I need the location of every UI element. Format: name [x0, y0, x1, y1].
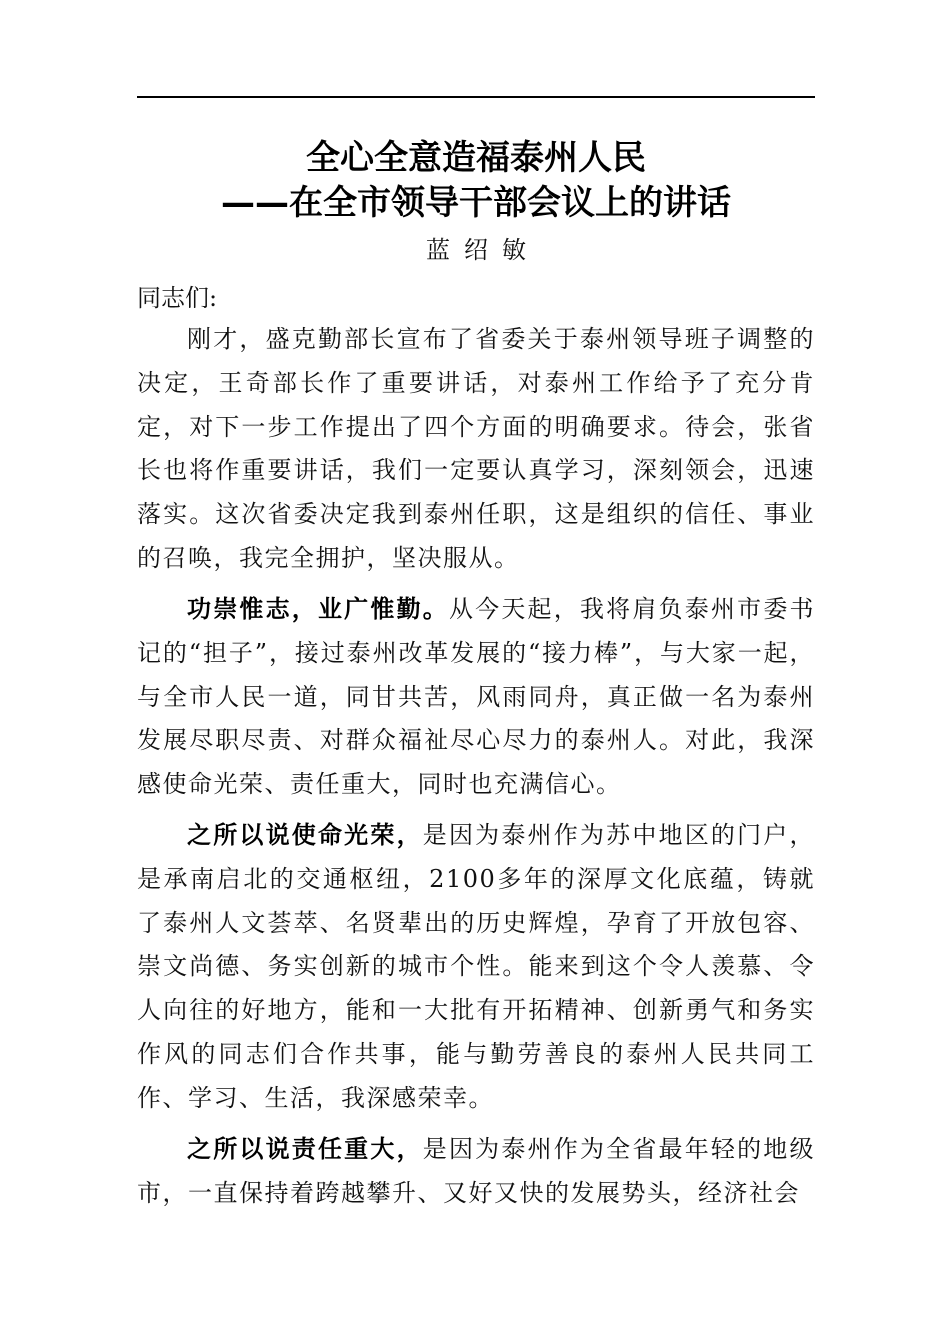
- salutation: 同志们:: [137, 284, 218, 312]
- paragraph-lead: 之所以说使命光荣，: [187, 821, 423, 849]
- paragraph-1: [137, 318, 815, 581]
- paragraph-text: 从今天起，我将肩负泰州市委书记的“担子”，接过泰州改革发展的“接力棒”，与大家一起，与全市人民一道，同甘共苦，风雨同舟，真正做一名为泰州发展尽职尽责、对群众福祉尽心尽力的泰州人。对此，我深感使命光荣、责任重大，同时也充满信心。: [137, 595, 816, 799]
- paragraph-lead: 功崇惟志，业广惟勤。: [187, 595, 449, 623]
- header-rule: [137, 96, 815, 98]
- paragraph-3: [137, 814, 815, 1121]
- paragraph-lead: 之所以说责任重大，: [187, 1135, 423, 1163]
- document-subtitle: ——在全市领导干部会议上的讲话: [221, 183, 731, 223]
- paragraph-4: [137, 1128, 815, 1216]
- paragraph-text: 刚才，盛克勤部长宣布了省委关于泰州领导班子调整的决定，王奇部长作了重要讲话，对泰州工作给予了充分肯定，对下一步工作提出了四个方面的明确要求。待会，张省长也将作重要讲话，我们一定要认真学习，深刻领会，迅速落实。这次省委决定我到泰州任职，这是组织的信任、事业的召唤，我完全拥护，坚决服从。: [137, 325, 815, 572]
- document-title: 全心全意造福泰州人民: [306, 138, 646, 178]
- paragraph-text: 是因为泰州作为全省最年轻的地级市，一直保持着跨越攀升、又好又快的发展势头，经济社会: [137, 1135, 816, 1207]
- paragraph-2: [137, 588, 815, 807]
- paragraph-text: 是因为泰州作为苏中地区的门户，是承南启北的交通枢纽，2100多年的深厚文化底蕴，铸就了泰州人文荟萃、名贤辈出的历史辉煌，孕育了开放包容、崇文尚德、务实创新的城市个性。能来到这个令人羡慕、令人向往的好地方，能和一大批有开拓精神、创新勇气和务实作风的同志们合作共事，能与勤劳善良的泰州人民共同工作、学习、生活，我深感荣幸。: [137, 821, 816, 1112]
- author-name: 蓝绍敏: [426, 236, 540, 264]
